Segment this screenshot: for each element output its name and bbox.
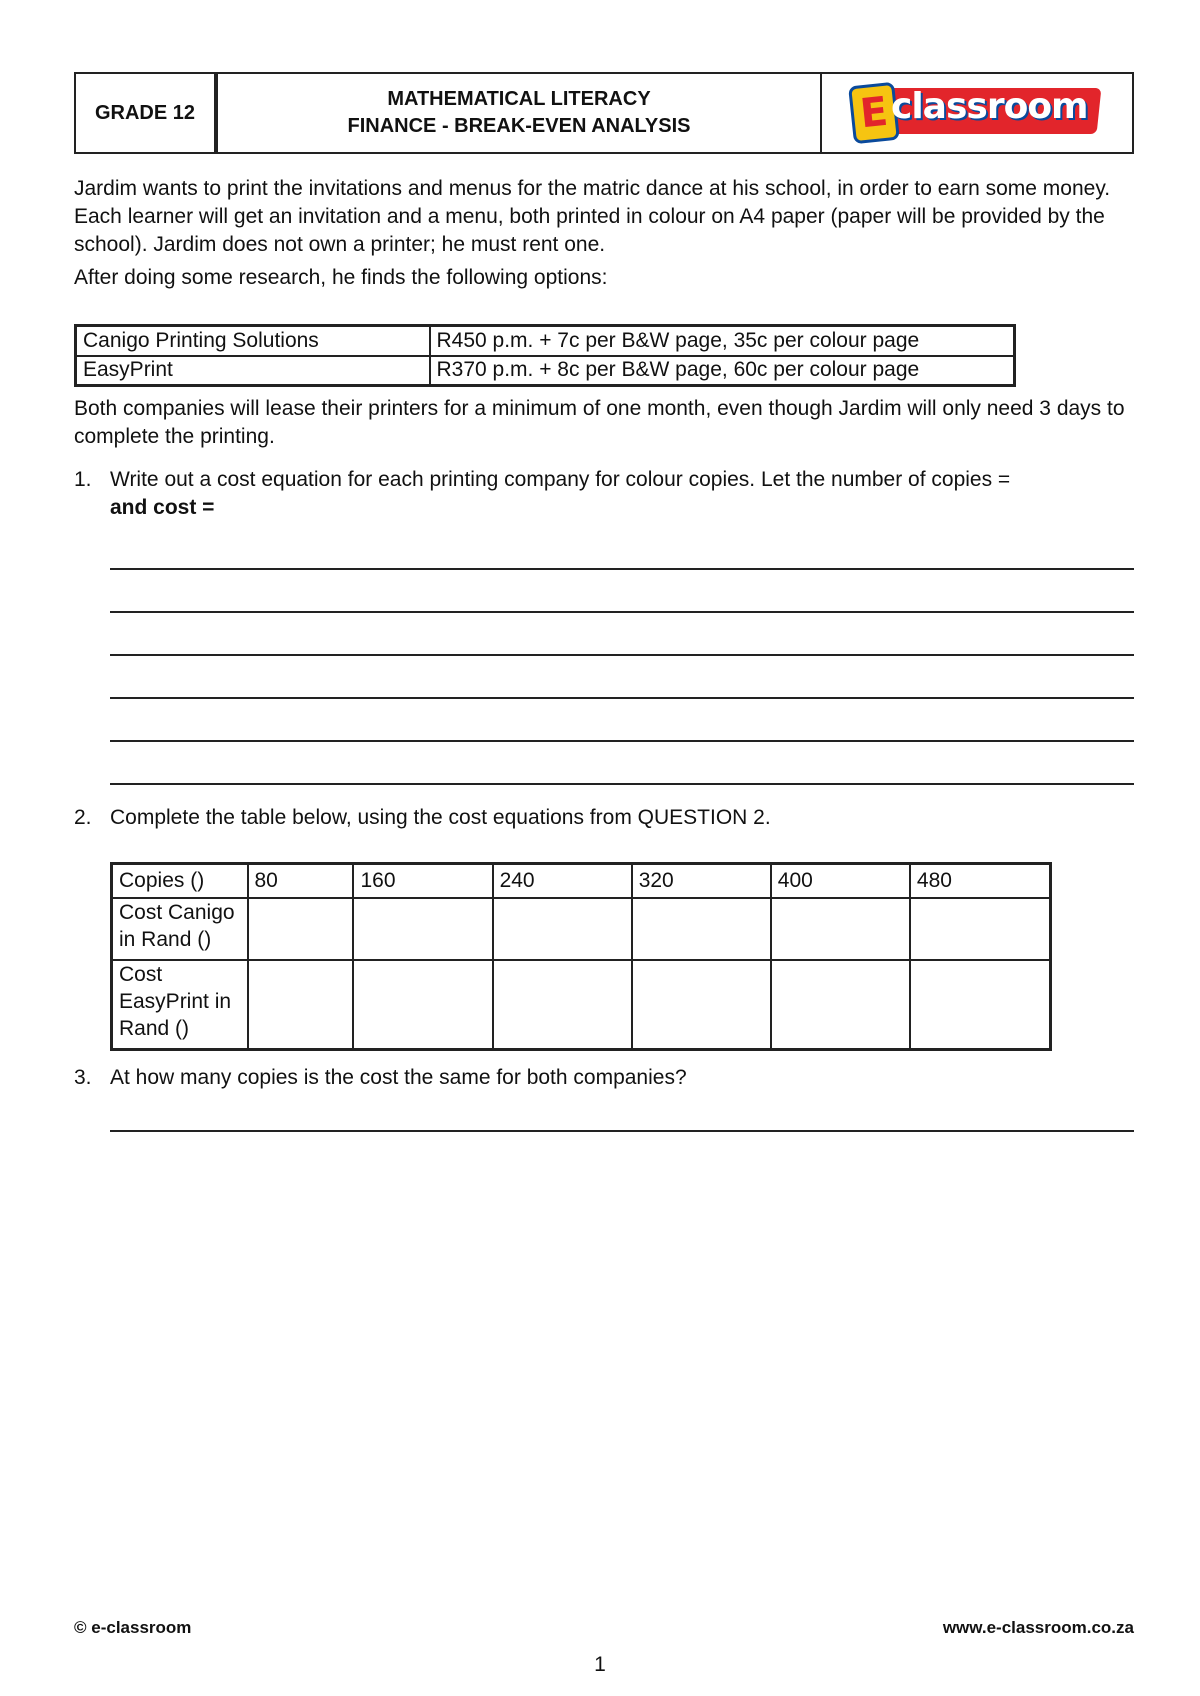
row-header: Cost EasyPrint in Rand () — [112, 960, 248, 1050]
answer-cell[interactable] — [771, 898, 910, 960]
answer-cell[interactable] — [910, 960, 1051, 1050]
answer-cell[interactable] — [493, 960, 632, 1050]
e-classroom-logo — [851, 82, 1103, 144]
row-header: Copies () — [112, 864, 248, 898]
grade-label: GRADE 12 — [76, 74, 218, 152]
question-3 — [74, 1064, 1134, 1092]
question-number: 3. — [74, 1066, 92, 1089]
page-title — [218, 74, 822, 152]
intro-paragraph: Jardim wants to print the invitations and menus for the matric dance at his school, in order to earn some money. Each learner will get an invitation and a menu, both printed in colour on A4 paper (paper will be provided by the school). Jardim does not own a printer; he must rent one. — [74, 177, 1111, 256]
cost-table — [110, 862, 1052, 1051]
question-2 — [74, 804, 1134, 832]
logo-e-block: E — [848, 82, 900, 144]
answer-line[interactable] — [110, 783, 1134, 785]
copies-cell: 320 — [632, 864, 771, 898]
answer-line[interactable] — [110, 697, 1134, 699]
answer-cell[interactable] — [632, 898, 771, 960]
company-name: EasyPrint — [76, 356, 430, 386]
table-row — [76, 356, 1015, 386]
logo-wordmark: classroom — [891, 86, 1088, 127]
answer-cell[interactable] — [632, 960, 771, 1050]
answer-cell[interactable] — [493, 898, 632, 960]
answer-line[interactable] — [110, 611, 1134, 613]
row-header: Cost Canigo in Rand () — [112, 898, 248, 960]
table-row — [112, 864, 1051, 898]
question-1 — [74, 466, 1134, 522]
table-row — [112, 960, 1051, 1050]
copies-cell: 480 — [910, 864, 1051, 898]
copies-cell: 80 — [248, 864, 354, 898]
lease-note: Both companies will lease their printers for a minimum of one month, even though Jardim will only need 3 days to complete the printing. — [74, 397, 1125, 448]
answer-cell[interactable] — [353, 898, 492, 960]
answer-line[interactable] — [110, 654, 1134, 656]
footer-website: www.e-classroom.co.za — [942, 1618, 1134, 1637]
question-text: Complete the table below, using the cost equations from QUESTION 2. — [110, 806, 771, 829]
research-paragraph: After doing some research, he finds the following options: — [74, 266, 608, 289]
copies-cell: 240 — [493, 864, 632, 898]
answer-cell[interactable] — [910, 898, 1051, 960]
answer-cell[interactable] — [771, 960, 910, 1050]
answer-line[interactable] — [110, 568, 1134, 570]
company-pricing: R370 p.m. + 8c per B&W page, 60c per colour page — [430, 356, 1015, 386]
table-row — [112, 898, 1051, 960]
answer-cell[interactable] — [248, 960, 354, 1050]
footer-copyright: © e-classroom — [74, 1618, 192, 1637]
answer-line[interactable] — [110, 1130, 1134, 1132]
table-row — [76, 326, 1015, 356]
title-topic: FINANCE - BREAK-EVEN ANALYSIS — [347, 115, 691, 137]
header-box — [74, 72, 1134, 154]
question-text: Write out a cost equation for each printing company for colour copies. Let the number of copies = — [110, 468, 1011, 491]
question-text-cont: and cost = — [110, 496, 215, 519]
question-number: 1. — [74, 468, 92, 491]
question-text: At how many copies is the cost the same for both companies? — [110, 1066, 687, 1089]
company-pricing: R450 p.m. + 7c per B&W page, 35c per colour page — [430, 326, 1015, 356]
printing-options-table — [74, 324, 1016, 387]
company-name: Canigo Printing Solutions — [76, 326, 430, 356]
answer-line[interactable] — [110, 740, 1134, 742]
logo-cell — [822, 74, 1132, 152]
question-number: 2. — [74, 806, 92, 829]
answer-cell[interactable] — [353, 960, 492, 1050]
copies-cell: 400 — [771, 864, 910, 898]
answer-cell[interactable] — [248, 898, 354, 960]
page-number: 1 — [594, 1653, 606, 1676]
title-subject: MATHEMATICAL LITERACY — [387, 88, 651, 110]
copies-cell: 160 — [353, 864, 492, 898]
